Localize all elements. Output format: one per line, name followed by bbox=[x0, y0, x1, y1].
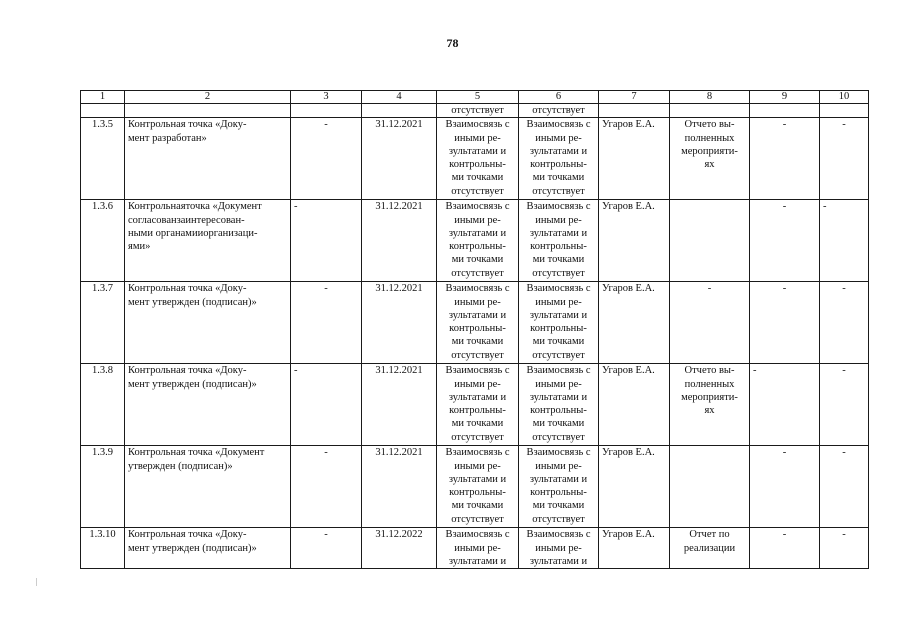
row-col3: - bbox=[291, 118, 362, 200]
row-number: 1.3.6 bbox=[81, 200, 125, 282]
table-row bbox=[81, 118, 869, 200]
row-col3: - bbox=[291, 200, 362, 282]
row-col3: - bbox=[291, 528, 362, 569]
row-col9: - bbox=[750, 282, 820, 364]
row-col8: Отчет по реализации bbox=[670, 528, 750, 569]
table-header bbox=[81, 91, 869, 104]
header-col-10: 10 bbox=[820, 91, 869, 104]
scan-margin-mark bbox=[36, 578, 37, 586]
row-name: Контрольнаяточка «Документ согласованзаинтересован- ными органамииорганизаци- ями» bbox=[125, 200, 291, 282]
row-col9: - bbox=[750, 118, 820, 200]
row-col8: Отчето вы- полненных мероприяти- ях bbox=[670, 364, 750, 446]
row-col9: - bbox=[750, 364, 820, 446]
table-row bbox=[81, 200, 869, 282]
row-col6: Взаимосвязь с иными ре- зультатами и контрольны- ми точками отсутствует bbox=[519, 446, 599, 528]
row-col3: - bbox=[291, 282, 362, 364]
continuation-col6: отсутствует bbox=[519, 104, 599, 118]
row-col3: - bbox=[291, 364, 362, 446]
header-row bbox=[81, 91, 869, 104]
row-col9: - bbox=[750, 528, 820, 569]
row-col9: - bbox=[750, 446, 820, 528]
row-col10: - bbox=[820, 118, 869, 200]
row-col6: Взаимосвязь с иными ре- зультатами и контрольны- ми точками отсутствует bbox=[519, 364, 599, 446]
header-col-7: 7 bbox=[599, 91, 670, 104]
row-col8 bbox=[670, 446, 750, 528]
row-name: Контрольная точка «Доку- мент разработан» bbox=[125, 118, 291, 200]
table-row bbox=[81, 282, 869, 364]
table-body bbox=[81, 104, 869, 569]
row-name: Контрольная точка «Доку- мент утвержден (подписан)» bbox=[125, 282, 291, 364]
row-person: Угаров Е.А. bbox=[599, 200, 670, 282]
page-number: 78 bbox=[446, 36, 459, 50]
row-col5: Взаимосвязь с иными ре- зультатами и контрольны- ми точками отсутствует bbox=[437, 282, 519, 364]
row-col6: Взаимосвязь с иными ре- зультатами и bbox=[519, 528, 599, 569]
row-date: 31.12.2021 bbox=[362, 364, 437, 446]
row-person: Угаров Е.А. bbox=[599, 118, 670, 200]
row-number: 1.3.10 bbox=[81, 528, 125, 569]
row-col5: Взаимосвязь с иными ре- зультатами и контрольны- ми точками отсутствует bbox=[437, 446, 519, 528]
row-date: 31.12.2021 bbox=[362, 282, 437, 364]
row-col5: Взаимосвязь с иными ре- зультатами и контрольны- ми точками отсутствует bbox=[437, 364, 519, 446]
control-points-table bbox=[80, 90, 869, 569]
continuation-row bbox=[81, 104, 869, 118]
row-name: Контрольная точка «Доку- мент утвержден (подписан)» bbox=[125, 364, 291, 446]
header-col-9: 9 bbox=[750, 91, 820, 104]
row-col10: - bbox=[820, 446, 869, 528]
row-date: 31.12.2021 bbox=[362, 446, 437, 528]
row-col10: - bbox=[820, 200, 869, 282]
row-number: 1.3.5 bbox=[81, 118, 125, 200]
row-col10: - bbox=[820, 282, 869, 364]
row-person: Угаров Е.А. bbox=[599, 528, 670, 569]
table-row bbox=[81, 528, 869, 569]
row-col10: - bbox=[820, 364, 869, 446]
row-date: 31.12.2022 bbox=[362, 528, 437, 569]
row-name: Контрольная точка «Доку- мент утвержден (подписан)» bbox=[125, 528, 291, 569]
header-col-8: 8 bbox=[670, 91, 750, 104]
row-col8: - bbox=[670, 282, 750, 364]
row-col8 bbox=[670, 200, 750, 282]
row-person: Угаров Е.А. bbox=[599, 446, 670, 528]
row-number: 1.3.7 bbox=[81, 282, 125, 364]
row-name: Контрольная точка «Документ утвержден (подписан)» bbox=[125, 446, 291, 528]
row-date: 31.12.2021 bbox=[362, 118, 437, 200]
continuation-col5: отсутствует bbox=[437, 104, 519, 118]
row-col6: Взаимосвязь с иными ре- зультатами и контрольны- ми точками отсутствует bbox=[519, 282, 599, 364]
row-date: 31.12.2021 bbox=[362, 200, 437, 282]
row-col3: - bbox=[291, 446, 362, 528]
row-person: Угаров Е.А. bbox=[599, 364, 670, 446]
header-col-1: 1 bbox=[81, 91, 125, 104]
row-person: Угаров Е.А. bbox=[599, 282, 670, 364]
row-col6: Взаимосвязь с иными ре- зультатами и контрольны- ми точками отсутствует bbox=[519, 118, 599, 200]
table-row bbox=[81, 364, 869, 446]
row-col10: - bbox=[820, 528, 869, 569]
row-col5: Взаимосвязь с иными ре- зультатами и контрольны- ми точками отсутствует bbox=[437, 200, 519, 282]
row-col5: Взаимосвязь с иными ре- зультатами и контрольны- ми точками отсутствует bbox=[437, 118, 519, 200]
header-col-5: 5 bbox=[437, 91, 519, 104]
row-number: 1.3.8 bbox=[81, 364, 125, 446]
header-col-3: 3 bbox=[291, 91, 362, 104]
row-number: 1.3.9 bbox=[81, 446, 125, 528]
header-col-2: 2 bbox=[125, 91, 291, 104]
row-col5: Взаимосвязь с иными ре- зультатами и bbox=[437, 528, 519, 569]
header-col-4: 4 bbox=[362, 91, 437, 104]
table-row bbox=[81, 446, 869, 528]
row-col6: Взаимосвязь с иными ре- зультатами и контрольны- ми точками отсутствует bbox=[519, 200, 599, 282]
row-col8: Отчето вы- полненных мероприяти- ях bbox=[670, 118, 750, 200]
row-col9: - bbox=[750, 200, 820, 282]
header-col-6: 6 bbox=[519, 91, 599, 104]
